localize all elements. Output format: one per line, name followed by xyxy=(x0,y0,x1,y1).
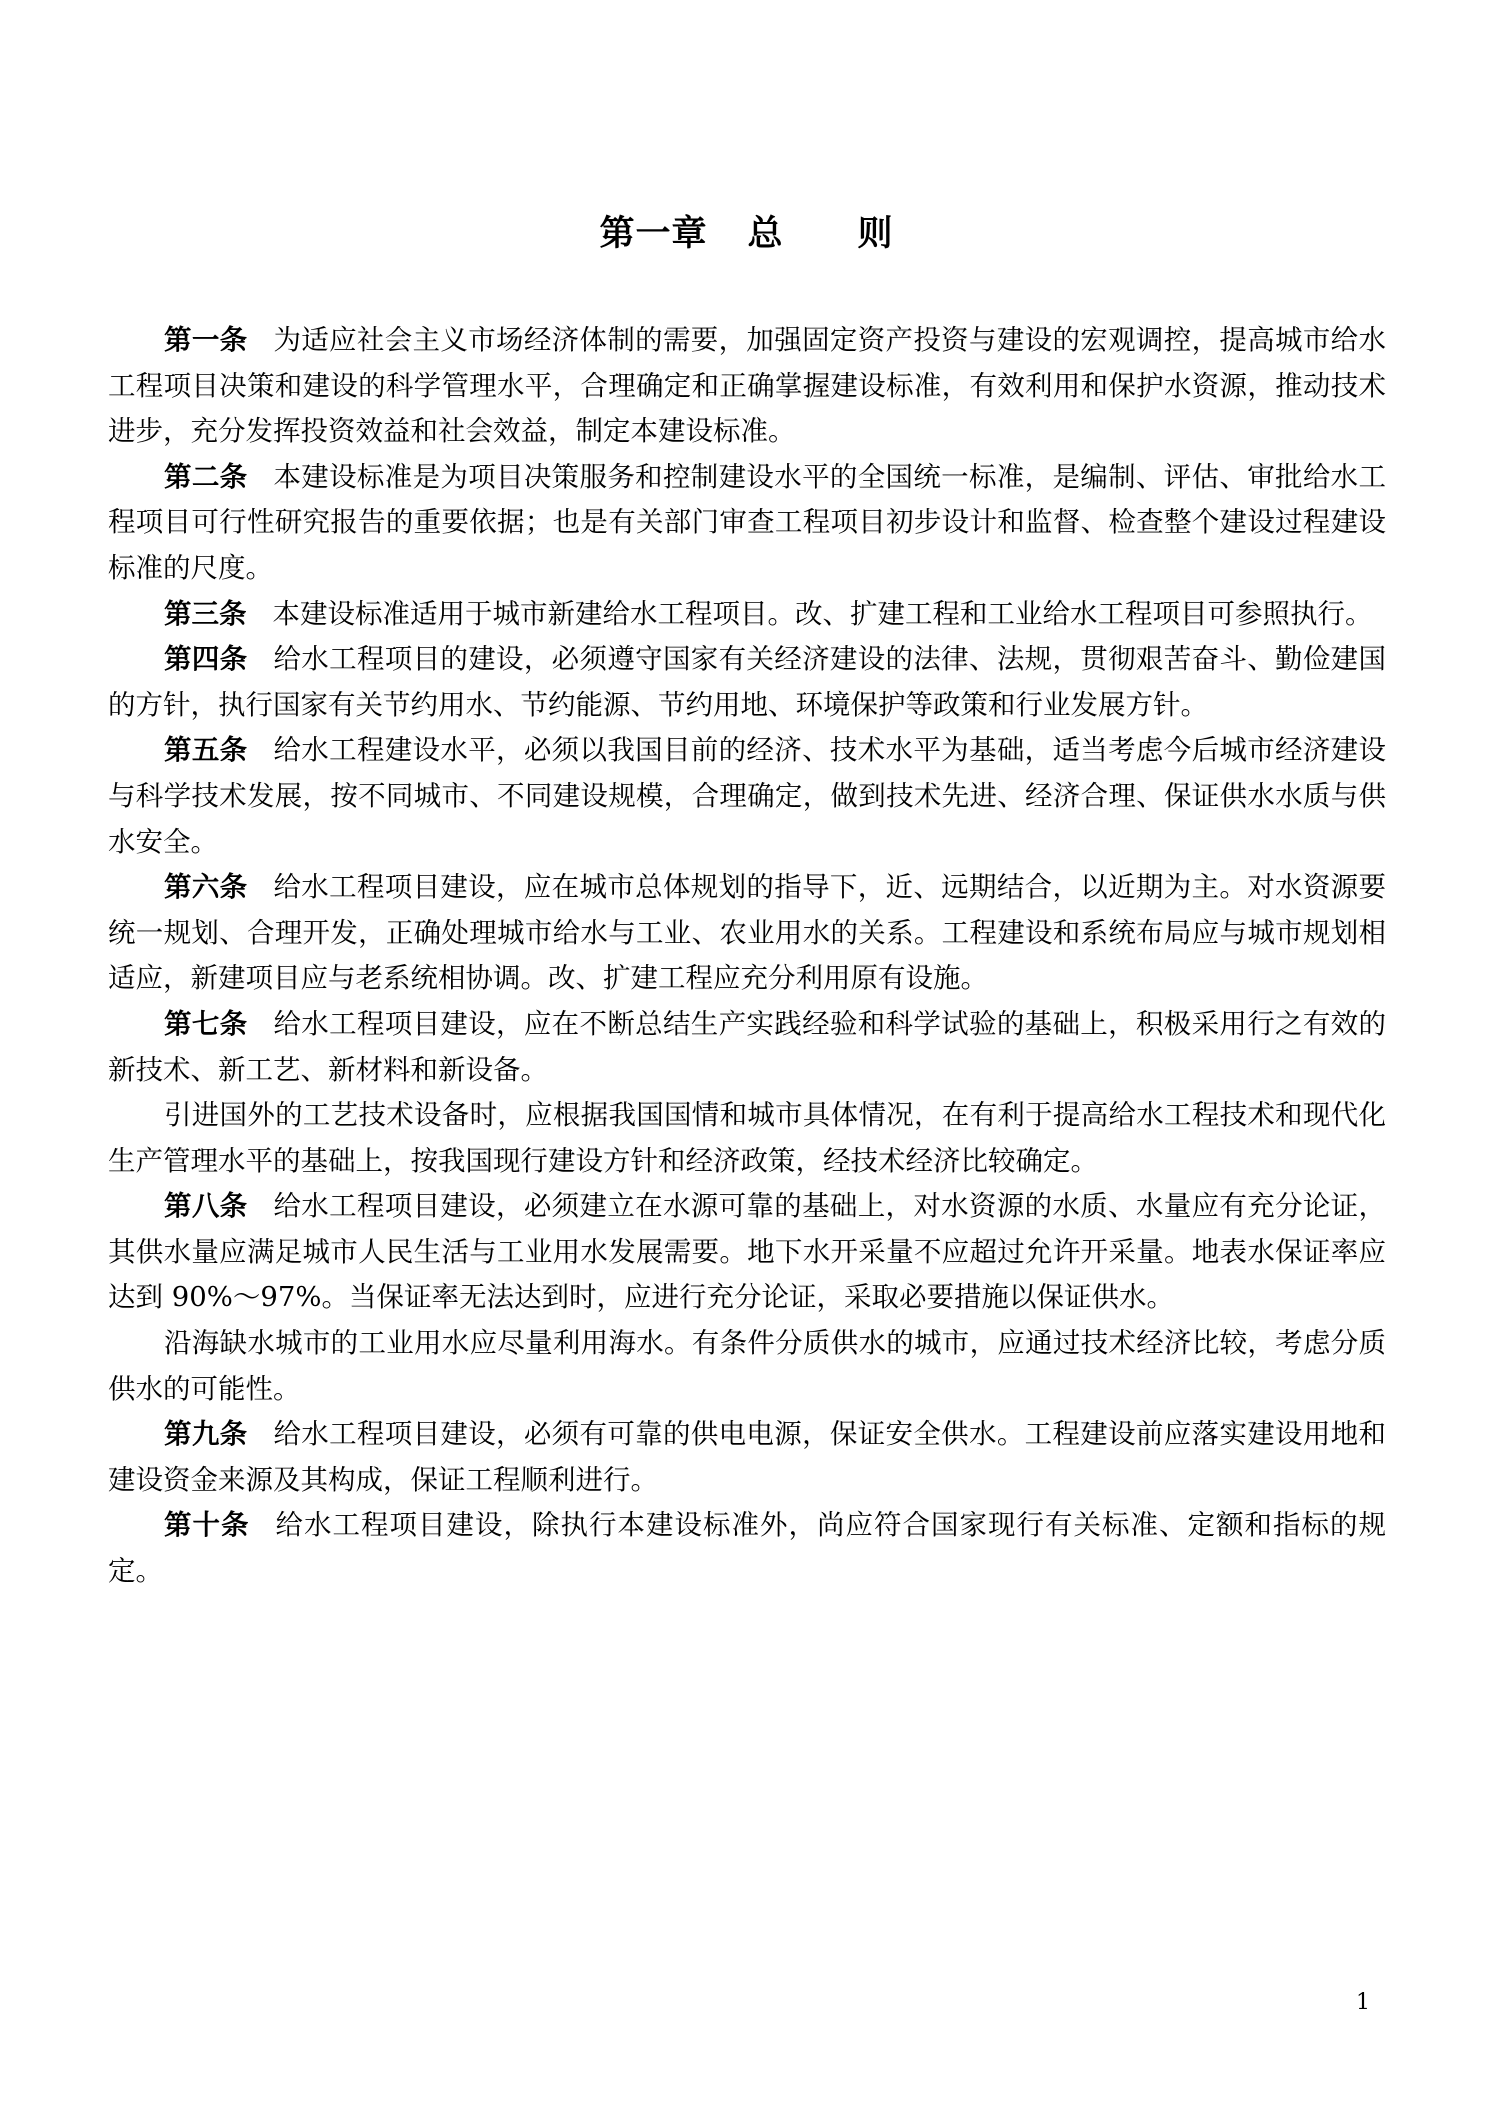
article-3 xyxy=(108,592,1386,638)
article-text: 给水工程项目建设，应在不断总结生产实践经验和科学试验的基础上，积极采用行之有效的新技术、新工艺、新材料和新设备。 xyxy=(108,1007,1387,1086)
chapter-heading-char-1: 总 xyxy=(747,214,784,254)
article-text: 给水工程建设水平，必须以我国目前的经济、技术水平为基础，适当考虑今后城市经济建设与科学技术发展，按不同城市、不同建设规模，合理确定，做到技术先进、经济合理、保证供水水质与供水安全。 xyxy=(108,734,1387,858)
article-text: 给水工程项目的建设，必须遵守国家有关经济建设的法律、法规，贯彻艰苦奋斗、勤俭建国的方针，执行国家有关节约用水、节约能源、节约用地、环境保护等政策和行业发展方针。 xyxy=(108,643,1387,721)
article-7-continuation xyxy=(108,1093,1386,1184)
article-1 xyxy=(108,318,1386,455)
article-label: 第二条 xyxy=(164,460,248,493)
article-text: 给水工程项目建设，应在城市总体规划的指导下，近、远期结合，以近期为主。对水资源要统一规划、合理开发，正确处理城市给水与工业、农业用水的关系。工程建设和系统布局应与城市规划相适应，新建项目应与老系统相协调。改、扩建工程应充分利用原有设施。 xyxy=(108,871,1387,995)
article-text: 给水工程项目建设，必须有可靠的供电电源，保证安全供水。工程建设前应落实建设用地和建设资金来源及其构成，保证工程顺利进行。 xyxy=(108,1418,1387,1496)
chapter-title xyxy=(0,206,1493,256)
article-8-continuation xyxy=(108,1321,1386,1412)
article-label: 第八条 xyxy=(164,1190,248,1223)
article-label: 第三条 xyxy=(164,597,247,630)
article-2 xyxy=(108,455,1386,592)
article-label: 第一条 xyxy=(164,324,248,356)
article-4 xyxy=(108,637,1386,728)
article-label: 第五条 xyxy=(164,734,248,767)
article-label: 第六条 xyxy=(164,871,248,904)
article-text: 给水工程项目建设，除执行本建设标准外，尚应符合国家现行有关标准、定额和指标的规定。 xyxy=(108,1509,1386,1588)
article-5 xyxy=(108,728,1386,865)
article-text: 沿海缺水城市的工业用水应尽量利用海水。有条件分质供水的城市，应通过技术经济比较，考虑分质供水的可能性。 xyxy=(108,1327,1386,1405)
chapter-number: 第一章 xyxy=(599,214,708,254)
article-text: 给水工程项目建设，必须建立在水源可靠的基础上，对水资源的水质、水量应有充分论证，其供水量应满足城市人民生活与工业用水发展需要。地下水开采量不应超过允许开采量。地表水保证率应达到 90%～97%。当保证率无法达到时，应进行充分论证，采取必要措施以保证供水。 xyxy=(108,1190,1387,1314)
article-text: 引进国外的工艺技术设备时，应根据我国国情和城市具体情况，在有利于提高给水工程技术和现代化生产管理水平的基础上，按我国现行建设方针和经济政策，经技术经济比较确定。 xyxy=(108,1099,1386,1177)
page-number: 1 xyxy=(1356,1990,1370,2015)
article-9 xyxy=(108,1412,1386,1503)
chapter-heading-char-2: 则 xyxy=(857,214,894,254)
article-text: 本建设标准适用于城市新建给水工程项目。改、扩建工程和工业给水工程项目可参照执行。 xyxy=(272,597,1373,630)
article-label: 第七条 xyxy=(164,1007,248,1040)
article-10 xyxy=(108,1503,1386,1594)
article-8 xyxy=(108,1184,1386,1321)
article-label: 第四条 xyxy=(164,643,248,676)
article-body xyxy=(108,318,1386,1595)
article-6 xyxy=(108,865,1386,1002)
article-7 xyxy=(108,1002,1386,1093)
article-text: 本建设标准是为项目决策服务和控制建设水平的全国统一标准，是编制、评估、审批给水工程项目可行性研究报告的重要依据；也是有关部门审查工程项目初步设计和监督、检查整个建设过程建设标准的尺度。 xyxy=(108,460,1387,584)
article-label: 第九条 xyxy=(164,1418,248,1451)
article-label: 第十条 xyxy=(164,1509,250,1542)
article-text: 为适应社会主义市场经济体制的需要，加强固定资产投资与建设的宏观调控，提高城市给水工程项目决策和建设的科学管理水平，合理确定和正确掌握建设标准，有效利用和保护水资源，推动技术进步，充分发挥投资效益和社会效益，制定本建设标准。 xyxy=(108,324,1387,448)
